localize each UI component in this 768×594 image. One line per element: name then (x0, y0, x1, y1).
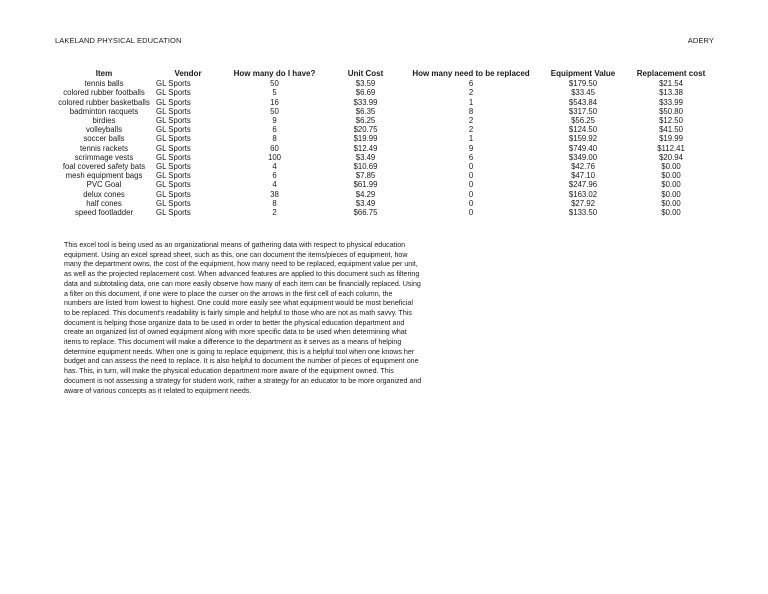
cell-vendor: GL Sports (156, 152, 191, 162)
cell-vendor: GL Sports (156, 88, 191, 98)
cell-quantity: 16 (270, 97, 279, 107)
cell-item: foal covered safety bats (62, 162, 146, 172)
cell-replacement-cost: $20.94 (659, 152, 683, 162)
table-row (52, 171, 716, 180)
cell-item: tennis rackets (79, 143, 129, 153)
cell-item: birdies (92, 116, 116, 126)
cell-need-replaced: 8 (468, 106, 474, 116)
cell-need-replaced: 2 (468, 116, 474, 126)
cell-vendor: GL Sports (156, 97, 191, 107)
cell-quantity: 100 (267, 152, 281, 162)
cell-item: soccer balls (83, 134, 125, 144)
cell-replacement-cost: $33.99 (659, 97, 683, 107)
cell-need-replaced: 0 (468, 171, 474, 181)
description-line: equipment. Using an excel spread sheet, such as this, one can document the items/pieces of equipment, how (64, 250, 408, 259)
cell-vendor: GL Sports (156, 125, 191, 135)
cell-need-replaced: 9 (468, 143, 474, 153)
cell-replacement-cost: $0.00 (661, 189, 681, 199)
cell-equipment-value: $247.96 (568, 180, 598, 190)
cell-need-replaced: 1 (468, 97, 474, 107)
cell-equipment-value: $56.25 (571, 116, 595, 126)
cell-vendor: GL Sports (156, 171, 191, 181)
cell-vendor: GL Sports (156, 143, 191, 153)
cell-unit-cost: $6.35 (355, 106, 376, 116)
description-line: create an organized list of owned equipment along with more specific data to be used when determining what (64, 328, 407, 337)
cell-unit-cost: $20.75 (353, 125, 378, 135)
table-row (52, 190, 716, 199)
cell-unit-cost: $10.69 (353, 162, 378, 172)
cell-quantity: 6 (272, 171, 277, 181)
cell-equipment-value: $27.92 (571, 198, 595, 208)
cell-need-replaced: 6 (468, 152, 474, 162)
cell-equipment-value: $47.10 (571, 171, 595, 181)
table-header (52, 69, 716, 79)
cell-need-replaced: 0 (468, 198, 474, 208)
cell-item: badminton racquets (69, 106, 139, 116)
cell-vendor: GL Sports (156, 180, 191, 190)
page-header-title: LAKELAND PHYSICAL EDUCATION (55, 36, 182, 45)
table-row (52, 144, 716, 153)
cell-replacement-cost: $0.00 (661, 208, 681, 218)
table-row (52, 199, 716, 208)
table-row (52, 162, 716, 171)
cell-item: colored rubber basketballs (58, 97, 150, 107)
cell-item: speed footladder (74, 208, 134, 218)
cell-unit-cost: $66.75 (353, 208, 378, 218)
table-row (52, 208, 716, 217)
cell-quantity: 50 (270, 79, 279, 89)
cell-need-replaced: 1 (468, 134, 474, 144)
cell-vendor: GL Sports (156, 116, 191, 126)
header-row (52, 69, 716, 79)
cell-need-replaced: 0 (468, 180, 474, 190)
cell-item: colored rubber footballs (63, 88, 145, 98)
cell-item: scrimmage vests (74, 152, 134, 162)
cell-replacement-cost: $0.00 (661, 171, 681, 181)
cell-equipment-value: $749.40 (568, 143, 598, 153)
cell-replacement-cost: $13.38 (659, 88, 683, 98)
cell-replacement-cost: $112.41 (657, 143, 685, 153)
cell-unit-cost: $3.49 (355, 198, 376, 208)
cell-quantity: 4 (272, 180, 277, 190)
cell-equipment-value: $179.50 (568, 79, 598, 89)
cell-replacement-cost: $12.50 (659, 116, 683, 126)
cell-vendor: GL Sports (156, 208, 191, 218)
description-line: items to replace. This document will make a difference to the department as it serves as a means of helping (64, 338, 402, 347)
cell-equipment-value: $159.92 (568, 134, 598, 144)
description-line: This excel tool is being used as an organizational means of gathering data with respect to physical education (64, 241, 406, 249)
cell-unit-cost: $6.69 (355, 88, 376, 98)
cell-need-replaced: 0 (468, 189, 474, 199)
table-row (52, 125, 716, 134)
description-line: a filter on this document, if one were to place the curser on the arrows in the first cell of each column, the (64, 289, 393, 298)
cell-equipment-value: $124.50 (568, 125, 598, 135)
description-line: to be replaced. This document's readability is fairly simple and helpful to those who are not as math savvy. This (64, 308, 412, 317)
table-row (52, 88, 716, 97)
cell-quantity: 9 (272, 116, 277, 126)
table-row (52, 116, 716, 125)
description-line: document is not assessing a strategy for student work, rather a strategy for an educator to be more organized and (64, 376, 422, 385)
cell-replacement-cost: $41.50 (659, 125, 683, 135)
cell-unit-cost: $12.49 (353, 143, 378, 153)
column-header-item: Item (95, 69, 113, 78)
cell-unit-cost: $3.49 (355, 152, 376, 162)
cell-vendor: GL Sports (156, 106, 191, 116)
description-line: many the department owns, the cost of the equipment, how many need to be replaced, equipment value per unit, (64, 260, 418, 269)
cell-vendor: GL Sports (156, 134, 191, 144)
cell-unit-cost: $61.99 (353, 180, 378, 190)
cell-vendor: GL Sports (156, 79, 191, 89)
page-header-author: ADERY (687, 36, 714, 45)
cell-unit-cost: $19.99 (353, 134, 378, 144)
cell-quantity: 8 (272, 134, 277, 144)
description-line: document is helping those organize data to be used in order to better the physical education department and (64, 318, 405, 327)
cell-need-replaced: 0 (468, 162, 474, 172)
description-line: numbers are listed from lowest to highest. One could more easily see what equipment would be most beneficial (64, 299, 413, 308)
cell-equipment-value: $317.50 (568, 106, 598, 116)
cell-quantity: 5 (272, 88, 277, 98)
description-line: data and subtotaling data, one can more easily observe how many of each item can be financially replaced. Using (64, 279, 421, 288)
table-row (52, 107, 716, 116)
cell-item: PVC Goal (86, 180, 122, 190)
cell-need-replaced: 6 (468, 79, 474, 89)
cell-equipment-value: $543.84 (568, 97, 598, 107)
cell-equipment-value: $33.45 (571, 88, 595, 98)
table-row (52, 98, 716, 107)
cell-unit-cost: $6.25 (355, 116, 376, 126)
cell-vendor: GL Sports (156, 162, 191, 172)
description-line: budget and can assess the need to replace. It is also helpful to document the number of pieces of equipment one (64, 357, 419, 366)
cell-equipment-value: $42.76 (571, 162, 595, 172)
table-row (52, 134, 716, 143)
column-header-quantity: How many do I have? (233, 69, 316, 78)
table-row (52, 153, 716, 162)
cell-replacement-cost: $50.80 (659, 106, 683, 116)
cell-replacement-cost: $21.54 (659, 79, 683, 89)
cell-quantity: 2 (272, 208, 277, 218)
cell-replacement-cost: $0.00 (661, 198, 681, 208)
cell-replacement-cost: $0.00 (661, 162, 681, 172)
column-header-equipment-value: Equipment Value (550, 69, 616, 78)
cell-need-replaced: 2 (468, 88, 474, 98)
description-line: as well as the projected replacement cost. When advanced features are applied to this document such as filtering (64, 270, 420, 279)
cell-unit-cost: $4.29 (355, 189, 376, 199)
table-row (52, 79, 716, 88)
description-paragraph (64, 241, 444, 396)
description-line: determine equipment needs. When one is going to replace equipment, this is a helpful tool when one knows her (64, 347, 415, 356)
cell-item: half cones (86, 198, 122, 208)
equipment-table (52, 69, 716, 217)
cell-need-replaced: 2 (468, 125, 474, 135)
cell-quantity: 60 (270, 143, 279, 153)
cell-replacement-cost: $19.99 (659, 134, 683, 144)
cell-quantity: 6 (272, 125, 277, 135)
cell-unit-cost: $3.59 (355, 79, 376, 89)
table-body (52, 79, 716, 217)
table-row (52, 180, 716, 189)
cell-item: mesh equipment bags (65, 171, 143, 181)
cell-equipment-value: $349.00 (568, 152, 598, 162)
cell-quantity: 8 (272, 198, 277, 208)
cell-vendor: GL Sports (156, 198, 191, 208)
cell-vendor: GL Sports (156, 189, 191, 199)
column-header-vendor: Vendor (174, 69, 202, 78)
description-line: aware of various concepts as it related to equipment needs. (64, 386, 252, 395)
column-header-need-replaced: How many need to be replaced (412, 69, 530, 78)
cell-unit-cost: $7.85 (355, 171, 376, 181)
cell-replacement-cost: $0.00 (661, 180, 681, 190)
cell-need-replaced: 0 (468, 208, 474, 218)
column-header-unit-cost: Unit Cost (347, 69, 384, 78)
cell-quantity: 50 (270, 106, 279, 116)
cell-unit-cost: $33.99 (353, 97, 378, 107)
cell-equipment-value: $163.02 (568, 189, 598, 199)
cell-item: tennis balls (84, 79, 124, 89)
description-line: has. This, in turn, will make the physical education department more aware of the equipment owned. This (64, 367, 394, 376)
column-header-replacement-cost: Replacement cost (636, 69, 706, 78)
cell-item: delux cones (83, 189, 125, 199)
cell-equipment-value: $133.50 (568, 208, 598, 218)
cell-quantity: 4 (272, 162, 277, 172)
cell-item: volleyballs (86, 125, 122, 135)
cell-quantity: 38 (270, 189, 279, 199)
